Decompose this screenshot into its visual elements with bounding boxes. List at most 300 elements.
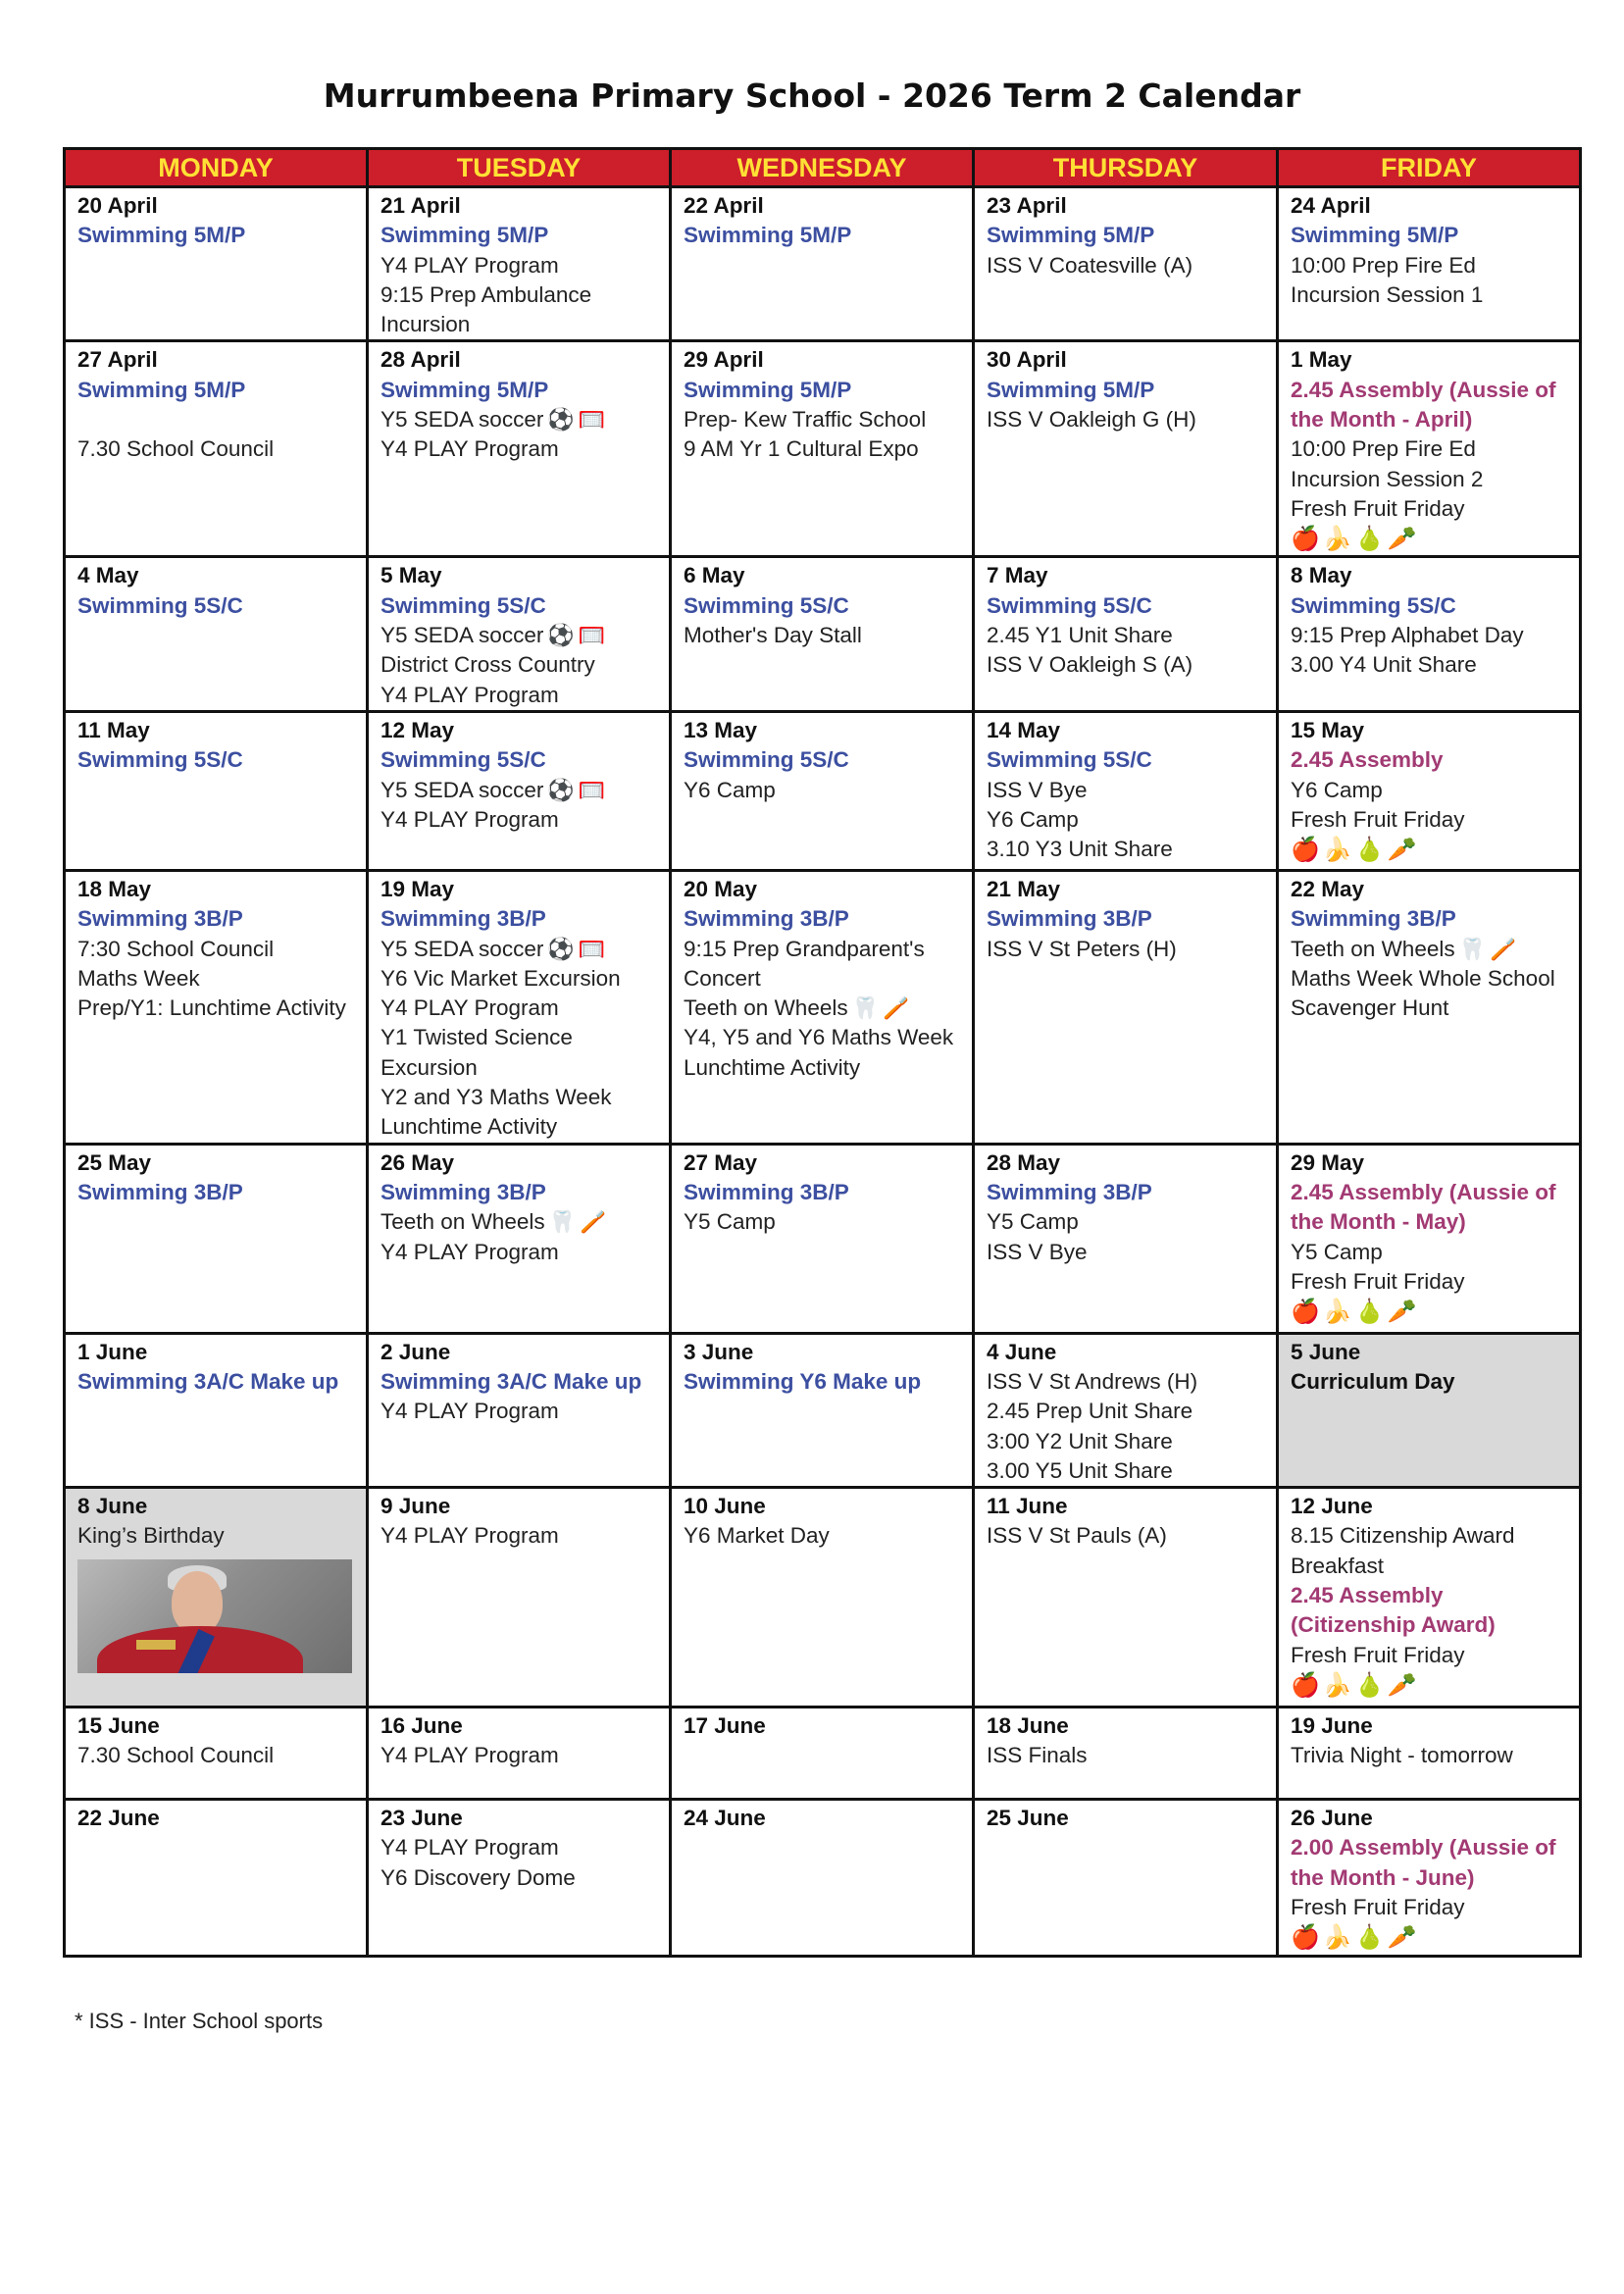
fruit-icons	[1291, 1670, 1567, 1702]
event-text: Y6 Camp	[1291, 777, 1383, 802]
day-cell	[368, 187, 671, 341]
event-text: 2.45 Assembly (Aussie of the Month - May)	[1291, 1179, 1556, 1235]
soccer-ball-icon: ⚽	[547, 407, 575, 433]
week-row	[65, 341, 1581, 557]
toothbrush-icon: 🪥	[580, 1209, 607, 1235]
event-item	[1291, 1641, 1567, 1670]
event-text: Swimming 5M/P	[77, 377, 246, 402]
swimming-event	[381, 1178, 657, 1207]
weekday-header: TUESDAY	[368, 149, 671, 187]
event-item	[987, 776, 1264, 805]
swimming-event	[1291, 221, 1567, 250]
event-text: Y4 PLAY Program	[381, 995, 559, 1021]
swimming-event	[684, 376, 960, 405]
event-text: Swimming 5S/C	[987, 747, 1152, 773]
event-text: Y6 Camp	[684, 777, 776, 802]
event-text: 3:00 Y2 Unit Share	[987, 1428, 1173, 1453]
event-item	[1291, 434, 1567, 494]
assembly-event	[1291, 745, 1567, 775]
event-item	[684, 1521, 960, 1551]
day-cell	[1278, 341, 1581, 557]
event-item	[1291, 251, 1567, 311]
goal-net-icon: 🥅	[578, 407, 606, 433]
day-date: 11 May	[77, 717, 150, 742]
event-text: ISS V St Peters (H)	[987, 936, 1177, 961]
tooth-icon: 🦷	[851, 995, 880, 1021]
event-text: Swimming 5M/P	[684, 377, 852, 402]
day-cell	[974, 1488, 1278, 1708]
event-text: Y1 Twisted Science Excursion	[381, 1025, 573, 1080]
event-text: Y6 Market Day	[684, 1523, 830, 1549]
banana-icon: 🍌	[1322, 1671, 1352, 1699]
footnote: * ISS - Inter School sports	[75, 2009, 324, 2033]
day-cell	[65, 1333, 368, 1487]
day-cell	[65, 870, 368, 1144]
apple-icon: 🍎	[1291, 837, 1320, 864]
carrot-icon: 🥕	[1387, 1299, 1417, 1326]
day-cell	[974, 187, 1278, 341]
swimming-event	[684, 1367, 960, 1397]
day-date: 24 June	[684, 1806, 766, 1831]
swimming-event	[684, 591, 960, 621]
event-text: Y4 PLAY Program	[381, 1399, 559, 1424]
day-cell	[974, 341, 1278, 557]
event-item	[381, 681, 657, 710]
event-item	[1291, 494, 1567, 524]
week-row	[65, 1333, 1581, 1487]
swimming-event	[381, 1367, 657, 1397]
portrait-gold	[136, 1640, 176, 1650]
event-item	[1291, 1521, 1567, 1581]
day-cell	[1278, 1333, 1581, 1487]
day-cell	[671, 1333, 974, 1487]
day-date: 20 May	[684, 876, 758, 901]
event-text: Y4 PLAY Program	[381, 436, 559, 462]
swimming-event	[381, 376, 657, 405]
swimming-event	[77, 1178, 354, 1207]
event-text: 2.45 Assembly (Citizenship Award)	[1291, 1583, 1496, 1638]
fruit-icons	[1291, 1922, 1567, 1954]
day-date: 2 June	[381, 1339, 451, 1364]
assembly-event	[1291, 1581, 1567, 1641]
day-date: 17 June	[684, 1713, 766, 1739]
event-text: 9 AM Yr 1 Cultural Expo	[684, 436, 919, 462]
weekday-header-row	[65, 149, 1581, 187]
day-cell	[368, 341, 671, 557]
swimming-event	[987, 1178, 1264, 1207]
day-date: 22 May	[1291, 876, 1365, 901]
event-text: Swimming 5M/P	[381, 377, 549, 402]
event-text: Swimming 5S/C	[381, 592, 546, 618]
event-item	[381, 1741, 657, 1770]
day-date: 6 May	[684, 563, 745, 588]
event-text: Y4 PLAY Program	[381, 682, 559, 707]
weekday-header: WEDNESDAY	[671, 149, 974, 187]
day-date: 9 June	[381, 1494, 451, 1519]
event-text: Y5 Camp	[1291, 1239, 1383, 1264]
event-text: 9:15 Prep Grandparent's Concert	[684, 936, 925, 991]
event-item	[987, 650, 1264, 680]
day-cell	[974, 1333, 1278, 1487]
day-cell	[974, 870, 1278, 1144]
day-cell	[1278, 1488, 1581, 1708]
swimming-event	[684, 221, 960, 250]
event-item	[987, 1456, 1264, 1486]
event-text: Y5 SEDA soccer	[381, 936, 544, 961]
swimming-event	[684, 1178, 960, 1207]
day-date: 4 May	[77, 563, 139, 588]
event-item	[987, 1238, 1264, 1267]
event-text: Swimming 5M/P	[987, 377, 1155, 402]
event-item	[987, 1367, 1264, 1397]
event-text: Fresh Fruit Friday	[1291, 1642, 1465, 1667]
week-row	[65, 557, 1581, 711]
event-item	[987, 1207, 1264, 1237]
day-cell	[671, 1144, 974, 1333]
day-date: 29 April	[684, 347, 764, 373]
event-text: Swimming 3B/P	[987, 1179, 1152, 1204]
swimming-event	[77, 376, 354, 405]
day-date: 27 May	[684, 1149, 758, 1175]
event-item	[1291, 1893, 1567, 1922]
soccer-ball-icon: ⚽	[547, 777, 575, 802]
event-item	[987, 835, 1264, 864]
event-text: Fresh Fruit Friday	[1291, 495, 1465, 521]
event-text: Y4 PLAY Program	[381, 1835, 559, 1861]
swimming-event	[381, 745, 657, 775]
day-cell	[1278, 1144, 1581, 1333]
event-item	[987, 251, 1264, 280]
week-row	[65, 1144, 1581, 1333]
day-date: 10 June	[684, 1494, 766, 1519]
event-item	[77, 994, 354, 1023]
day-cell	[65, 1488, 368, 1708]
event-text: Swimming 3A/C Make up	[381, 1368, 642, 1394]
day-cell	[368, 1488, 671, 1708]
event-item	[77, 935, 354, 964]
swimming-event	[381, 221, 657, 250]
event-text: Swimming 3B/P	[381, 1179, 546, 1204]
day-cell	[974, 1144, 1278, 1333]
day-date: 22 June	[77, 1806, 160, 1831]
day-date: 28 April	[381, 347, 461, 373]
event-item	[381, 1023, 657, 1083]
king-portrait-image	[77, 1559, 352, 1673]
event-item	[684, 776, 960, 805]
event-text: Y5 SEDA soccer	[381, 777, 544, 802]
swimming-event	[77, 221, 354, 250]
swimming-event	[1291, 591, 1567, 621]
event-text: 2.45 Prep Unit Share	[987, 1399, 1193, 1424]
event-text: 8.15 Citizenship Award Breakfast	[1291, 1523, 1515, 1578]
week-row	[65, 1800, 1581, 1957]
event-text: King’s Birthday	[77, 1523, 225, 1549]
swimming-event	[77, 591, 354, 621]
event-item	[381, 1833, 657, 1862]
tooth-icon: 🦷	[548, 1209, 577, 1235]
goal-net-icon: 🥅	[578, 623, 606, 648]
day-date: 8 June	[77, 1494, 148, 1519]
event-item	[77, 1741, 354, 1770]
event-item	[77, 964, 354, 994]
event-item	[987, 621, 1264, 650]
event-text: 7.30 School Council	[77, 1743, 275, 1768]
event-text: Y4 PLAY Program	[381, 1239, 559, 1264]
soccer-ball-icon: ⚽	[547, 936, 575, 961]
day-date: 12 June	[1291, 1494, 1373, 1519]
apple-icon: 🍎	[1291, 1671, 1320, 1699]
event-text: Swimming 5S/C	[77, 747, 243, 773]
event-text: Swimming 3B/P	[987, 906, 1152, 932]
event-item	[987, 1427, 1264, 1456]
event-text: ISS V Bye	[987, 1239, 1088, 1264]
pear-icon: 🍐	[1354, 526, 1385, 553]
day-date: 15 May	[1291, 717, 1365, 742]
event-item	[684, 1207, 960, 1237]
banana-icon: 🍌	[1322, 1924, 1352, 1952]
day-cell	[974, 1708, 1278, 1800]
assembly-event	[1291, 1178, 1567, 1238]
event-item	[381, 964, 657, 994]
event-text: ISS V St Pauls (A)	[987, 1523, 1167, 1549]
fruit-icons	[1291, 835, 1567, 866]
day-cell	[671, 1708, 974, 1800]
day-cell	[671, 341, 974, 557]
weekday-header: THURSDAY	[974, 149, 1278, 187]
event-item	[381, 1083, 657, 1143]
day-cell	[1278, 711, 1581, 870]
event-item	[381, 621, 657, 650]
apple-icon: 🍎	[1291, 1299, 1320, 1326]
event-text: Y2 and Y3 Maths Week Lunchtime Activity	[381, 1085, 612, 1140]
event-text: Swimming 5M/P	[381, 223, 549, 248]
day-cell	[368, 1144, 671, 1333]
toothbrush-icon: 🪥	[1490, 936, 1517, 961]
page-title: Murrumbeena Primary School - 2026 Term 2 Calendar	[323, 76, 1301, 115]
apple-icon: 🍎	[1291, 526, 1320, 553]
event-text: Swimming 3B/P	[1291, 906, 1456, 932]
day-cell	[1278, 187, 1581, 341]
day-date: 3 June	[684, 1339, 754, 1364]
day-date: 21 May	[987, 876, 1061, 901]
swimming-event	[684, 745, 960, 775]
event-text: Swimming 5S/C	[1291, 592, 1456, 618]
swimming-event	[684, 904, 960, 934]
event-text: ISS V St Andrews (H)	[987, 1368, 1198, 1394]
day-date: 15 June	[77, 1713, 160, 1739]
event-text: Y4 PLAY Program	[381, 1743, 559, 1768]
event-text: Maths Week	[77, 965, 200, 991]
event-text: 2.45 Assembly	[1291, 747, 1444, 773]
swimming-event	[1291, 904, 1567, 934]
pear-icon: 🍐	[1354, 1671, 1385, 1699]
day-cell	[974, 557, 1278, 711]
toothbrush-icon: 🪥	[883, 995, 910, 1021]
week-row	[65, 870, 1581, 1144]
event-item	[381, 1521, 657, 1551]
day-date: 23 June	[381, 1806, 463, 1831]
day-cell	[671, 187, 974, 341]
event-text: Y5 SEDA soccer	[381, 623, 544, 648]
event-text: Swimming 3B/P	[77, 1179, 243, 1204]
day-cell	[671, 557, 974, 711]
day-cell	[368, 711, 671, 870]
day-date: 21 April	[381, 193, 461, 218]
day-date: 20 April	[77, 193, 158, 218]
day-cell	[368, 870, 671, 1144]
portrait-head	[172, 1571, 223, 1634]
swimming-event	[381, 591, 657, 621]
pear-icon: 🍐	[1354, 837, 1385, 864]
day-cell	[65, 1800, 368, 1957]
week-row	[65, 1708, 1581, 1800]
event-item	[987, 1397, 1264, 1426]
swimming-event	[987, 376, 1264, 405]
event-text: 2.00 Assembly (Aussie of the Month - June)	[1291, 1835, 1556, 1890]
day-cell	[65, 1144, 368, 1333]
holiday-label	[1291, 1367, 1567, 1397]
day-cell	[368, 1708, 671, 1800]
day-cell	[65, 711, 368, 870]
event-text: Swimming 5S/C	[381, 747, 546, 773]
day-cell	[1278, 1708, 1581, 1800]
day-date: 19 June	[1291, 1713, 1373, 1739]
day-date: 14 May	[987, 717, 1061, 742]
day-date: 22 April	[684, 193, 764, 218]
day-cell	[368, 557, 671, 711]
pear-icon: 🍐	[1354, 1924, 1385, 1952]
day-cell	[671, 870, 974, 1144]
event-text: ISS V Coatesville (A)	[987, 252, 1193, 278]
event-text: District Cross Country	[381, 652, 595, 678]
goal-net-icon: 🥅	[578, 936, 606, 961]
event-text: Prep/Y1: Lunchtime Activity	[77, 995, 346, 1021]
event-item	[381, 994, 657, 1023]
day-date: 18 May	[77, 876, 152, 901]
event-text: Y6 Discovery Dome	[381, 1864, 576, 1890]
day-cell	[65, 557, 368, 711]
event-item	[1291, 1267, 1567, 1297]
day-date: 30 April	[987, 347, 1067, 373]
event-item	[1291, 776, 1567, 805]
event-text: Y5 Camp	[684, 1209, 776, 1235]
event-text: 2.45 Assembly (Aussie of the Month - April)	[1291, 377, 1556, 433]
event-item	[381, 650, 657, 680]
event-text: 3.00 Y4 Unit Share	[1291, 652, 1477, 678]
event-item	[381, 935, 657, 964]
swimming-event	[77, 904, 354, 934]
fruit-icons	[1291, 524, 1567, 555]
day-date: 5 June	[1291, 1339, 1361, 1364]
event-text: Y6 Vic Market Excursion	[381, 965, 621, 991]
day-date: 27 April	[77, 347, 158, 373]
event-item	[684, 621, 960, 650]
day-cell	[65, 187, 368, 341]
event-text: Fresh Fruit Friday	[1291, 1268, 1465, 1294]
event-item	[1291, 621, 1567, 650]
event-item	[684, 405, 960, 434]
event-text: Teeth on Wheels	[1291, 936, 1455, 961]
carrot-icon: 🥕	[1387, 526, 1417, 553]
event-item	[381, 805, 657, 835]
calendar-table	[63, 147, 1582, 1958]
day-date: 12 May	[381, 717, 455, 742]
banana-icon: 🍌	[1322, 526, 1352, 553]
day-cell	[1278, 557, 1581, 711]
event-text: Swimming 5S/C	[684, 747, 849, 773]
day-cell	[1278, 1800, 1581, 1957]
week-row	[65, 711, 1581, 870]
event-text: Teeth on Wheels	[684, 995, 848, 1021]
event-item	[1291, 935, 1567, 964]
day-cell	[671, 711, 974, 870]
event-item	[77, 1521, 354, 1551]
day-date: 23 April	[987, 193, 1067, 218]
day-date: 16 June	[381, 1713, 463, 1739]
goal-net-icon: 🥅	[578, 777, 606, 802]
event-text: Curriculum Day	[1291, 1368, 1455, 1394]
swimming-event	[77, 745, 354, 775]
event-item	[381, 434, 657, 464]
carrot-icon: 🥕	[1387, 837, 1417, 864]
event-text: Y6 Camp	[987, 806, 1079, 832]
event-text: 7.30 School Council	[77, 436, 275, 462]
event-text: Swimming 5M/P	[1291, 223, 1459, 248]
event-text: 3.00 Y5 Unit Share	[987, 1457, 1173, 1483]
event-item	[381, 405, 657, 434]
event-text: Y4 PLAY Program	[381, 806, 559, 832]
event-text: ISS Finals	[987, 1743, 1088, 1768]
day-cell	[974, 711, 1278, 870]
event-text: Y4 PLAY Program	[381, 252, 559, 278]
swimming-event	[987, 221, 1264, 250]
event-text: Maths Week Whole School Scavenger Hunt	[1291, 965, 1555, 1021]
day-cell	[671, 1800, 974, 1957]
event-item	[1291, 1741, 1567, 1770]
event-text: Y5 SEDA soccer	[381, 407, 544, 433]
event-item	[381, 1207, 657, 1237]
event-text: ISS V Oakleigh S (A)	[987, 652, 1193, 678]
banana-icon: 🍌	[1322, 1299, 1352, 1326]
event-item	[381, 776, 657, 805]
day-cell	[65, 341, 368, 557]
day-date: 26 June	[1291, 1806, 1373, 1831]
day-date: 29 May	[1291, 1149, 1365, 1175]
event-text: Y4, Y5 and Y6 Maths Week Lunchtime Activity	[684, 1025, 954, 1080]
day-date: 4 June	[987, 1339, 1057, 1364]
event-text: Teeth on Wheels	[381, 1209, 545, 1235]
event-text: Swimming 5S/C	[987, 592, 1152, 618]
event-item	[684, 994, 960, 1023]
day-date: 18 June	[987, 1713, 1069, 1739]
event-text: Prep- Kew Traffic School	[684, 407, 927, 433]
event-text: Swimming 5S/C	[684, 592, 849, 618]
day-date: 19 May	[381, 876, 455, 901]
day-cell	[1278, 870, 1581, 1144]
event-text: Swimming 3B/P	[684, 1179, 849, 1204]
day-cell	[974, 1800, 1278, 1957]
event-text: Swimming Y6 Make up	[684, 1368, 922, 1394]
event-item	[1291, 964, 1567, 1024]
event-item	[987, 1521, 1264, 1551]
weekday-header: MONDAY	[65, 149, 368, 187]
event-text: 9:15 Prep Ambulance Incursion	[381, 281, 592, 337]
day-date: 25 June	[987, 1806, 1069, 1831]
swimming-event	[987, 904, 1264, 934]
event-text: Swimming 3B/P	[684, 906, 849, 932]
event-text: Swimming 5S/C	[77, 592, 243, 618]
apple-icon: 🍎	[1291, 1924, 1320, 1952]
